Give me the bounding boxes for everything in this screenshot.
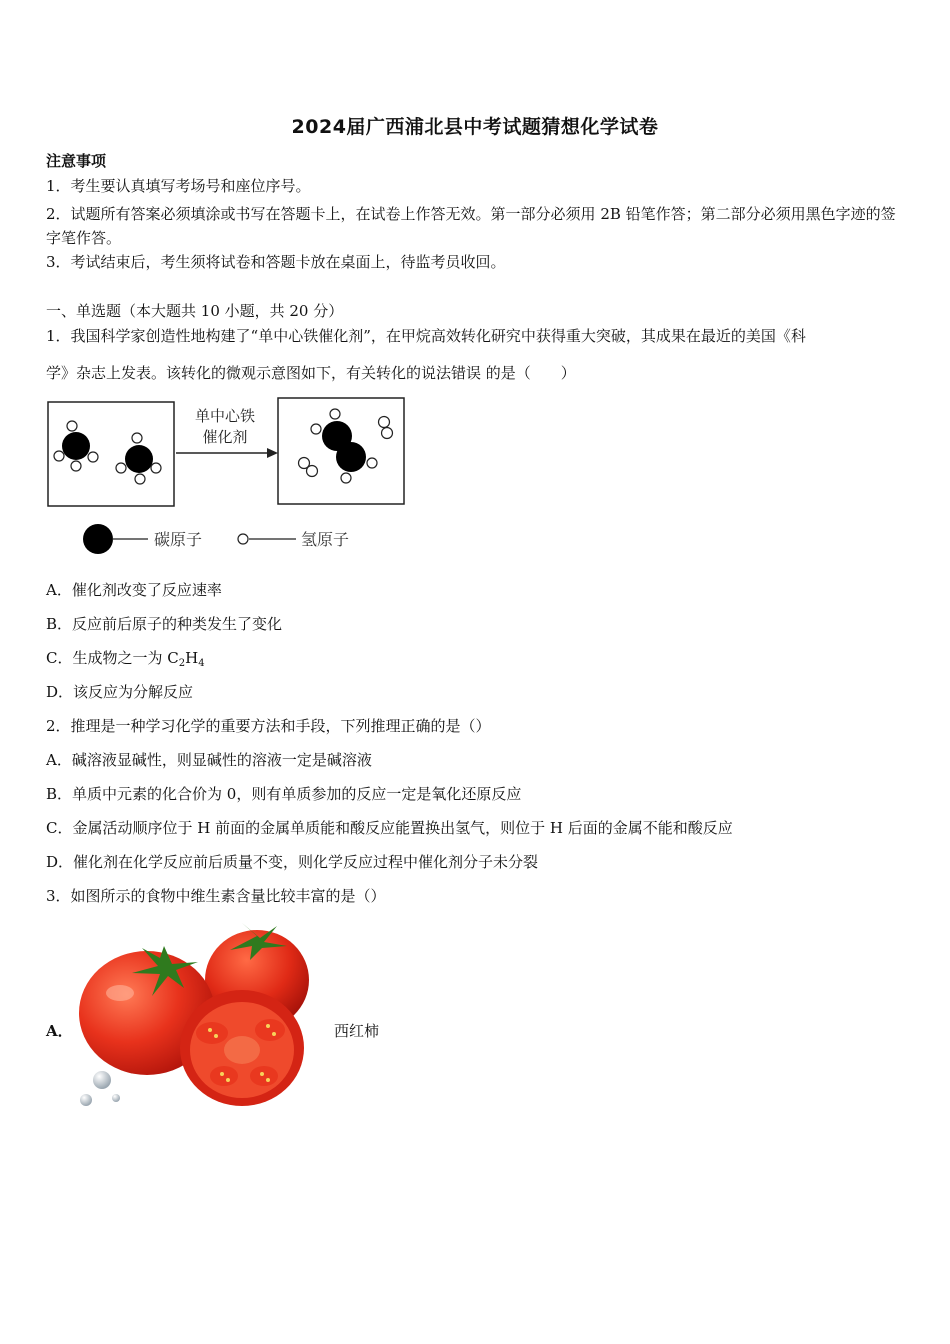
arrow-label-line1: 单中心铁 (194, 407, 256, 425)
q1-option-c-sub2: 4 (198, 658, 205, 669)
legend-carbon-label: 碳原子 (154, 530, 203, 549)
hydrogen-atom (116, 463, 126, 473)
q3-stem: 3．如图所示的食物中维生素含量比较丰富的是（） (46, 887, 386, 905)
hydrogen-atom (88, 452, 98, 462)
hydrogen-atom (67, 421, 77, 431)
q2-option-c: C．金属活动顺序位于 H 前面的金属单质能和酸反应能置换出氢气，则位于 H 后面的金属不能和酸反应 (46, 819, 733, 837)
q1-option-c-mid: H (185, 649, 199, 667)
hydrogen-atom (135, 474, 145, 484)
hydrogen-atom (341, 473, 351, 483)
q3-option-a-caption: 西红柿 (334, 1022, 380, 1040)
q1-option-d: D．该反应为分解反应 (46, 683, 194, 701)
water-drop-icon (80, 1094, 92, 1106)
q1-option-a: A．催化剂改变了反应速率 (46, 581, 222, 599)
hydrogen-atom (307, 466, 318, 477)
q1-option-c (46, 648, 205, 674)
hydrogen-atom (382, 428, 393, 439)
reaction-diagram (46, 396, 416, 556)
hydrogen-atom (151, 463, 161, 473)
legend-hydrogen (238, 530, 349, 549)
notice-item-2: 2．试题所有答案必须填涂或书写在答题卡上，在试卷上作答无效。第一部分必须用 2B 铅笔作答；第二部分必须用黑色字迹的签字笔作答。 (46, 205, 896, 247)
legend-hydrogen-label: 氢原子 (301, 530, 350, 549)
water-drop-icon (93, 1071, 111, 1089)
notice-heading: 注意事项 (46, 152, 107, 170)
hydrogen-atom (330, 409, 340, 419)
carbon-atom (125, 445, 153, 473)
hydrogen-atom (132, 433, 142, 443)
q1-stem-line1: 1．我国科学家创造性地构建了“单中心铁催化剂”，在甲烷高效转化研究中获得重大突破，其成果在最近的美国《科 (46, 327, 806, 345)
hydrogen-atom (71, 461, 81, 471)
water-drop-icon (112, 1094, 120, 1102)
notice-item-1: 1．考生要认真填写考场号和座位序号。 (46, 177, 311, 195)
q1-stem-line2: 学》杂志上发表。该转化的微观示意图如下，有关转化的说法错误 的是（ ） (46, 364, 576, 382)
hydrogen-atom (367, 458, 377, 468)
arrow-label-line2: 催化剂 (202, 428, 248, 446)
hydrogen-atom (379, 417, 390, 428)
q2-option-a: A．碱溶液显碱性，则显碱性的溶液一定是碱溶液 (46, 751, 372, 769)
carbon-legend-icon (83, 524, 113, 554)
q1-option-c-sub1: 2 (178, 658, 186, 669)
carbon-atom (62, 432, 90, 460)
notice-item-3: 3．考试结束后，考生须将试卷和答题卡放在桌面上，待监考员收回。 (46, 253, 506, 271)
hydrogen-atom (54, 451, 64, 461)
legend-carbon (83, 524, 202, 554)
q2-option-b: B．单质中元素的化合价为 0，则有单质参加的反应一定是氧化还原反应 (46, 785, 522, 803)
section-heading: 一、单选题（本大题共 10 小题，共 20 分） (46, 302, 344, 320)
q3-option-a-label: A． (46, 1022, 73, 1040)
q1-option-b: B．反应前后原子的种类发生了变化 (46, 615, 283, 633)
exam-title: 2024届广西浦北县中考试题猜想化学试卷 (291, 116, 659, 138)
q1-option-c-prefix: C．生成物之一为 C (46, 649, 179, 667)
hydrogen-legend-icon (238, 534, 248, 544)
q2-option-d: D．催化剂在化学反应前后质量不变，则化学反应过程中催化剂分子未分裂 (46, 853, 539, 871)
tomato-image (72, 918, 317, 1113)
arrow-head-icon (267, 448, 278, 458)
carbon-atom (336, 442, 366, 472)
q2-stem: 2．推理是一种学习化学的重要方法和手段，下列推理正确的是（） (46, 717, 491, 735)
hydrogen-atom (311, 424, 321, 434)
